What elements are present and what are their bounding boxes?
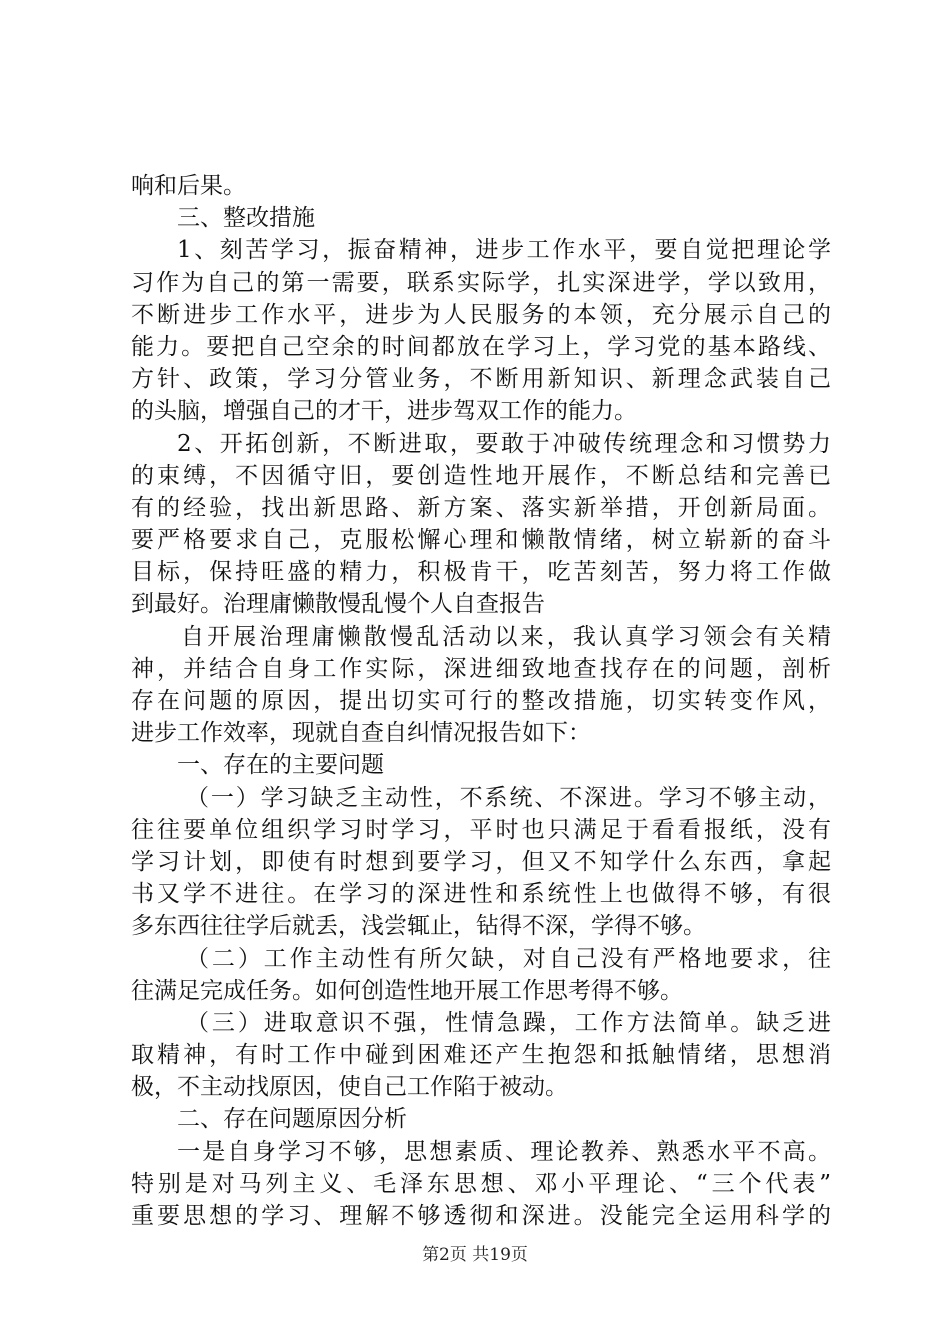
text-line: 能力。要把自己空余的时间都放在学习上，学习党的基本路线、 xyxy=(131,333,831,360)
text-line: 神，并结合自身工作实际，深进细致地查找存在的问题，剖析 xyxy=(131,655,831,682)
text-line: 重要思想的学习、理解不够透彻和深进。没能完全运用科学的 xyxy=(131,1203,831,1229)
text-line: 存在问题的原因，提出切实可行的整改措施，切实转变作风， xyxy=(131,688,831,714)
text-line: 方针、政策，学习分管业务，不断用新知识、新理念武装自己 xyxy=(131,366,831,393)
text-line: 进步工作效率，现就自查自纠情况报告如下： xyxy=(131,720,591,747)
text-line: 书又学不进往。在学习的深进性和系统性上也做得不够，有很 xyxy=(131,881,831,908)
text-line: 一、存在的主要问题 xyxy=(177,752,384,779)
text-line: 习作为自己的第一需要，联系实际学，扎实深进学，学以致用， xyxy=(131,269,831,296)
text-line: 的头脑，增强自己的才干，进步驾双工作的能力。 xyxy=(131,398,637,425)
text-line: 一是自身学习不够，思想素质、理论教养、熟悉水平不高。 xyxy=(177,1138,831,1165)
text-line: 要严格要求自己，克服松懈心理和懒散情绪，树立崭新的奋斗 xyxy=(131,527,831,554)
text-line: 取精神，有时工作中碰到困难还产生抱怨和抵触情绪，思想消 xyxy=(131,1042,831,1069)
text-line: （二）工作主动性有所欠缺，对自己没有严格地要求，往 xyxy=(186,945,831,972)
page-number-footer: 第2页 共19页 xyxy=(422,1245,528,1265)
text-line: 不断进步工作水平，进步为人民服务的本领，充分展示自己的 xyxy=(131,301,831,328)
text-line: 自开展治理庸懒散慢乱活动以来，我认真学习领会有关精 xyxy=(181,623,831,650)
text-line: 往满足完成任务。如何创造性地开展工作思考得不够。 xyxy=(131,977,683,1004)
text-line: （三）进取意识不强，性情急躁，工作方法简单。缺乏进 xyxy=(186,1009,831,1036)
text-line: 特别是对马列主义、毛泽东思想、邓小平理论、“三个代表” xyxy=(131,1170,831,1197)
text-line: 目标，保持旺盛的精力，积极肯干，吃苦刻苦，努力将工作做 xyxy=(131,559,831,586)
text-line: 的束缚，不因循守旧，要创造性地开展作，不断总结和完善已 xyxy=(131,462,831,489)
text-line: 二、存在问题原因分析 xyxy=(177,1106,407,1133)
text-line: 到最好。治理庸懒散慢乱慢个人自查报告 xyxy=(131,591,545,618)
text-line: 往往要单位组织学习时学习，平时也只满足于看看报纸，没有 xyxy=(131,816,831,843)
text-line: 极，不主动找原因，使自己工作陷于被动。 xyxy=(131,1074,568,1101)
text-line: 多东西往往学后就丢，浅尝辄止，钻得不深，学得不够。 xyxy=(131,913,706,940)
text-line: 响和后果。 xyxy=(131,173,246,199)
text-line: （一）学习缺乏主动性，不系统、不深进。学习不够主动， xyxy=(186,784,831,811)
text-line: 三、整改措施 xyxy=(177,205,315,232)
text-line: 2、开拓创新，不断进取，要敢于冲破传统理念和习惯势力 xyxy=(177,430,831,457)
document-body xyxy=(131,170,831,1232)
text-line: 1、刻苦学习，振奋精神，进步工作水平，要自觉把理论学 xyxy=(177,237,831,264)
text-line: 学习计划，即使有时想到要学习，但又不知学什么东西，拿起 xyxy=(131,848,831,875)
text-line: 有的经验，找出新思路、新方案、落实新举措，开创新局面。 xyxy=(131,494,831,521)
